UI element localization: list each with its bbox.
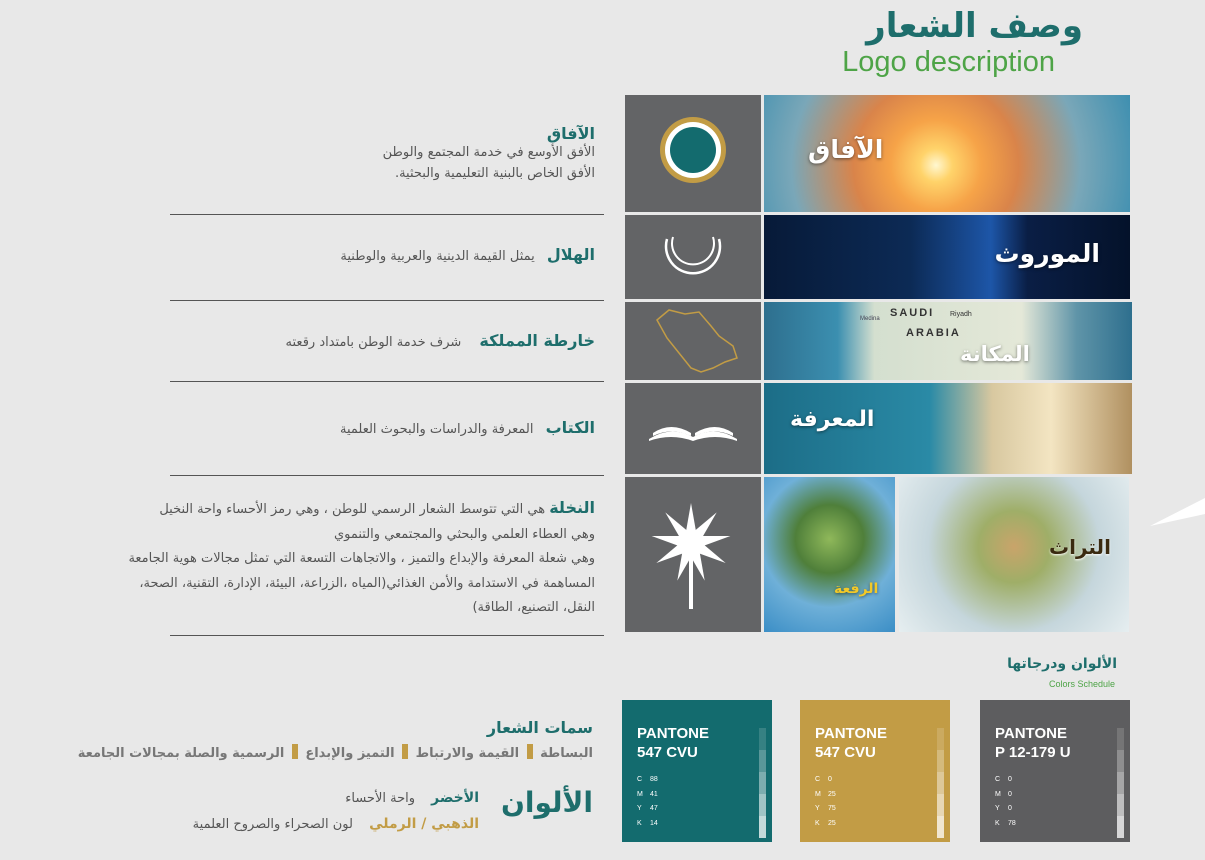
swatch-pantone-label: PANTONE 547 CVU <box>815 725 887 761</box>
feature-separator <box>527 744 533 759</box>
term-horizons: الآفاق <box>546 124 595 143</box>
horizons-image-label: الآفاق <box>808 135 884 164</box>
palm-line-2: وهي العطاء العلمي والبحثي والمجتمعي والتنموي <box>333 526 595 542</box>
feature-item: القيمة والارتباط <box>415 746 520 761</box>
map-label-riyadh: Riyadh <box>950 311 972 318</box>
feature-separator <box>292 744 298 759</box>
green-label: الأخضر <box>431 790 479 806</box>
palm-star-icon <box>625 477 761 632</box>
tint-strip <box>1117 750 1124 772</box>
tint-strip <box>1117 816 1124 838</box>
crescent-desc: يمثل القيمة الدينية والعربية والوطنية <box>340 249 535 264</box>
divider <box>170 381 604 382</box>
status-image <box>764 302 1132 380</box>
tint-strip <box>937 794 944 816</box>
tint-strip <box>1117 772 1124 794</box>
heritage-palm-image-label: التراث <box>1049 535 1111 559</box>
term-crescent: الهلال <box>546 245 595 264</box>
divider <box>170 300 604 301</box>
horizons-image <box>764 95 1130 212</box>
saudi-map-outline-icon <box>625 302 761 380</box>
tint-strip <box>759 750 766 772</box>
divider <box>170 475 604 476</box>
term-book: الكتاب <box>545 418 595 437</box>
elevation-image <box>764 477 895 632</box>
colors-schedule-title: الألوان ودرجاتها <box>1007 656 1117 672</box>
colors-heading: الألوان <box>500 786 593 819</box>
heritage-image <box>764 215 1130 299</box>
term-kingdom-map: خارطة المملكة <box>479 331 595 350</box>
map-icon-cell <box>625 302 761 380</box>
row-palm-text <box>55 496 595 621</box>
swatch-cmyk-values: C 0 M 25 Y 75 K 25 <box>815 776 836 827</box>
gold-label: الذهبي / الرملي <box>369 816 479 832</box>
tint-strip <box>1117 728 1124 750</box>
row-crescent-text <box>155 245 595 264</box>
swatch-teal <box>622 700 772 842</box>
palm-line-4: المساهمة في الاستدامة والأمن الغذائي(المياه ،الزراعة، البيئة، الإدارة، التقنية، الصحة، <box>139 575 595 591</box>
horizons-icon-cell <box>625 95 761 212</box>
gold-desc: لون الصحراء والصروح العلمية <box>192 817 353 832</box>
heritage-palm-image <box>899 477 1129 632</box>
row-map-text <box>155 331 595 350</box>
horizons-line-2: الأفق الخاص بالبنية التعليمية والبحثية. <box>394 166 595 181</box>
tint-strip <box>759 772 766 794</box>
tint-strip <box>759 816 766 838</box>
tint-strip <box>937 728 944 750</box>
elevation-image-label: الرفعة <box>834 581 879 597</box>
swatch-cmyk-values: C 0 M 0 Y 0 K 78 <box>995 776 1016 827</box>
tint-strip <box>937 772 944 794</box>
tint-strip <box>759 728 766 750</box>
swatch-pantone-label: PANTONE P 12-179 U <box>995 725 1071 761</box>
features-heading: سمات الشعار <box>486 718 593 737</box>
features-list <box>78 744 593 761</box>
feature-item: البساطة <box>540 746 593 761</box>
book-icon-cell <box>625 383 761 474</box>
page-title-arabic: وصف الشعار <box>866 6 1083 46</box>
palm-line-1: هي التي تتوسط الشعار الرسمي للوطن ، وهي رمز الأحساء واحة النخيل <box>159 502 546 517</box>
tint-strip <box>1117 794 1124 816</box>
tint-strip <box>937 816 944 838</box>
map-label-arabia: ARABIA <box>906 327 961 339</box>
knowledge-image <box>764 383 1132 474</box>
term-palm: النخلة <box>549 498 595 517</box>
status-image-label: المكانة <box>960 342 1030 366</box>
colors-schedule-subtitle: Colors Schedule <box>1048 679 1115 689</box>
knowledge-image-label: المعرفة <box>790 407 875 432</box>
map-label-saudi: SAUDI <box>890 307 935 319</box>
palm-icon-cell <box>625 477 761 632</box>
green-desc: واحة الأحساء <box>345 791 416 806</box>
open-book-icon <box>625 383 761 474</box>
heritage-image-label: الموروث <box>994 239 1100 268</box>
divider <box>170 635 604 636</box>
row-book-text <box>155 418 595 437</box>
tint-strip <box>759 794 766 816</box>
colors-gold-line <box>193 816 479 832</box>
page-title-english: Logo description <box>842 46 1055 78</box>
arrow-decoration-icon <box>1150 492 1205 528</box>
swatch-gray <box>980 700 1130 842</box>
tint-strip <box>937 750 944 772</box>
divider <box>170 214 604 215</box>
swatch-gold <box>800 700 950 842</box>
feature-item: التميز والإبداع <box>305 746 395 761</box>
row-horizons-text <box>155 124 595 181</box>
book-desc: المعرفة والدراسات والبحوث العلمية <box>339 422 534 437</box>
crescent-icon-cell <box>625 215 761 299</box>
feature-item: الرسمية والصلة بمجالات الجامعة <box>77 746 285 761</box>
swatch-pantone-label: PANTONE 547 CVU <box>637 725 709 761</box>
swatch-cmyk-values: C 88 M 41 Y 47 K 14 <box>637 776 658 827</box>
circle-emblem-icon <box>625 95 761 212</box>
feature-separator <box>402 744 408 759</box>
horizons-line-1: الأفق الأوسع في خدمة المجتمع والوطن <box>382 145 595 160</box>
map-desc: شرف خدمة الوطن بامتداد رقعته <box>285 335 462 350</box>
colors-green-line <box>345 790 479 806</box>
map-label-medina: Medina <box>860 316 880 322</box>
palm-line-5: النقل، التصنيع، الطاقة) <box>472 600 595 615</box>
palm-line-3: وهي شعلة المعرفة والإبداع والتميز ، والاتجاهات التسعة التي تمثل مجالات هوية الجامعة <box>128 551 595 566</box>
crescent-icon <box>625 215 761 299</box>
